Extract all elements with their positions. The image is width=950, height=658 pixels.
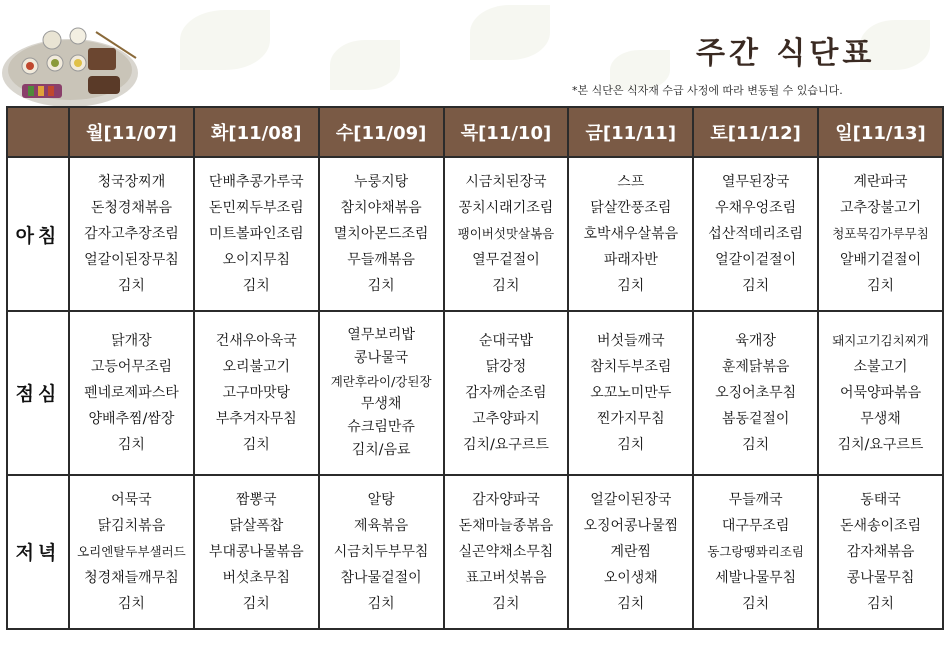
menu-item-list <box>819 158 942 310</box>
menu-item: 김치 <box>242 595 270 612</box>
menu-cell <box>818 157 943 311</box>
menu-item: 김치/음료 <box>351 441 411 458</box>
food-plate-image <box>0 18 140 108</box>
menu-item: 김치 <box>367 278 395 295</box>
menu-item: 얼갈이된장국 <box>590 491 672 508</box>
menu-item: 닭강정 <box>485 358 527 375</box>
menu-item: 돈민찌두부조림 <box>208 200 304 217</box>
menu-item: 부대콩나물볶음 <box>208 543 304 560</box>
menu-item: 부추겨자무침 <box>215 410 297 427</box>
menu-cell <box>444 157 569 311</box>
menu-item: 김치 <box>867 595 895 612</box>
menu-item: 열무보리밥 <box>347 326 415 343</box>
menu-item: 콩나물무침 <box>846 569 915 586</box>
menu-item: 김치/요구르트 <box>463 436 549 453</box>
menu-item: 감자채볶음 <box>846 543 915 560</box>
menu-item: 무들깨국 <box>728 491 783 508</box>
menu-item: 계란파국 <box>853 174 908 191</box>
menu-item: 김치 <box>742 436 770 453</box>
menu-item: 버섯들깨국 <box>596 332 665 349</box>
menu-item: 시금치된장국 <box>465 174 547 191</box>
menu-item-list <box>320 476 443 628</box>
menu-item: 훈제닭볶음 <box>721 358 790 375</box>
menu-item: 짬뽕국 <box>235 491 277 508</box>
menu-item-list <box>569 158 692 310</box>
menu-item: 고구마맛탕 <box>222 384 291 401</box>
notice-text: *본 식단은 식자재 수급 사정에 따라 변동될 수 있습니다. <box>572 84 843 97</box>
menu-item: 단배추콩가루국 <box>208 174 304 191</box>
menu-cell <box>194 311 319 475</box>
menu-item: 스프 <box>617 174 645 191</box>
menu-item: 무생채 <box>860 410 901 427</box>
menu-item-list <box>70 476 193 628</box>
menu-item: 닭김치볶음 <box>97 517 166 534</box>
menu-item: 닭개장 <box>111 332 152 349</box>
menu-item: 오이생채 <box>603 569 658 586</box>
menu-item: 오이지무침 <box>222 252 291 269</box>
menu-cell <box>194 475 319 629</box>
menu-cell <box>693 475 818 629</box>
menu-item-list <box>569 312 692 474</box>
menu-item-list <box>445 312 568 474</box>
menu-item-list <box>70 312 193 474</box>
menu-item: 대구무조림 <box>721 517 790 534</box>
meal-row-breakfast <box>7 157 943 311</box>
day-header: 토[11/12] <box>693 107 818 157</box>
menu-item: 김치 <box>867 278 895 295</box>
menu-item: 오꼬노미만두 <box>590 384 672 401</box>
menu-cell <box>693 311 818 475</box>
menu-item: 오리불고기 <box>222 358 291 375</box>
menu-item: 얼갈이겉절이 <box>715 252 797 269</box>
menu-item: 김치 <box>742 595 770 612</box>
menu-item: 열무겉절이 <box>472 252 540 269</box>
menu-item: 김치 <box>117 436 145 453</box>
corner-cell <box>7 107 69 157</box>
day-header: 일[11/13] <box>818 107 943 157</box>
menu-item: 감자고추장조림 <box>84 226 179 243</box>
menu-item: 열무된장국 <box>721 174 790 191</box>
menu-cell <box>319 475 444 629</box>
menu-item: 알탕 <box>367 491 395 508</box>
menu-item: 김치/요구르트 <box>837 436 924 453</box>
meal-row-lunch <box>7 311 943 475</box>
menu-item: 펜네로제파스타 <box>84 384 179 401</box>
menu-item: 슈크림만쥬 <box>347 418 415 435</box>
menu-cell <box>69 475 194 629</box>
menu-item: 고추양파지 <box>472 410 540 427</box>
menu-item: 양배추찜/쌈장 <box>88 410 175 427</box>
menu-item: 실곤약채소무침 <box>458 543 554 560</box>
menu-item-list <box>195 158 318 310</box>
menu-cell <box>444 311 569 475</box>
day-header: 수[11/09] <box>319 107 444 157</box>
page-title: 주간 식단표 <box>696 36 876 71</box>
menu-item: 꽁치시래기조림 <box>458 200 554 217</box>
meal-label: 점심 <box>7 311 69 475</box>
menu-item-list <box>694 312 817 474</box>
menu-item: 김치 <box>617 436 645 453</box>
menu-item: 찐가지무침 <box>596 410 665 427</box>
menu-item: 파래자반 <box>603 252 658 269</box>
menu-item: 콩나물국 <box>354 349 409 366</box>
menu-item: 닭살폭찹 <box>229 517 284 534</box>
background-leaf <box>180 10 270 70</box>
menu-item: 육개장 <box>735 332 776 349</box>
menu-item-list <box>445 476 568 628</box>
menu-item-list <box>694 158 817 310</box>
menu-item: 돈청경채볶음 <box>90 200 172 217</box>
menu-item: 오징어콩나물찜 <box>583 517 679 534</box>
background-leaf <box>470 5 550 60</box>
menu-item: 김치 <box>492 278 520 295</box>
menu-item: 계란찜 <box>610 543 652 560</box>
menu-item: 김치 <box>492 595 520 612</box>
menu-item: 버섯초무침 <box>222 569 291 586</box>
menu-item: 김치 <box>117 595 145 612</box>
menu-item-list <box>320 312 443 474</box>
menu-item: 시금치두부무침 <box>333 543 429 560</box>
menu-cell <box>69 311 194 475</box>
menu-item-list <box>569 476 692 628</box>
menu-item: 어묵양파볶음 <box>839 384 922 401</box>
menu-cell <box>194 157 319 311</box>
menu-item: 김치 <box>242 436 270 453</box>
menu-item: 우채우엉조림 <box>715 200 797 217</box>
day-header: 금[11/11] <box>568 107 693 157</box>
menu-item: 김치 <box>617 278 645 295</box>
day-header-row <box>7 107 943 157</box>
menu-cell <box>444 475 569 629</box>
menu-item-list <box>195 476 318 628</box>
menu-item: 알배기겉절이 <box>839 252 922 269</box>
menu-cell <box>818 475 943 629</box>
day-header: 화[11/08] <box>194 107 319 157</box>
menu-item: 무들깨볶음 <box>347 252 415 269</box>
menu-item: 오징어초무침 <box>715 384 797 401</box>
menu-item: 계란후라이/강된장 <box>330 373 432 389</box>
menu-item: 얼갈이된장무침 <box>84 252 179 269</box>
menu-item: 청포묵김가루무침 <box>832 226 929 242</box>
menu-item: 닭살깐풍조림 <box>590 200 672 217</box>
menu-item: 소불고기 <box>853 358 908 375</box>
menu-item: 감자깨순조림 <box>465 384 547 401</box>
menu-item: 고추장불고기 <box>839 200 922 217</box>
menu-item: 김치 <box>242 278 270 295</box>
meal-label: 저녁 <box>7 475 69 629</box>
menu-cell <box>568 157 693 311</box>
menu-item: 참나물겉절이 <box>340 569 422 586</box>
menu-item: 표고버섯볶음 <box>465 569 547 586</box>
background-leaf <box>330 40 400 90</box>
menu-item: 섭산적데리조림 <box>708 226 803 243</box>
menu-item: 참치야채볶음 <box>340 200 422 217</box>
menu-item: 돈채마늘종볶음 <box>458 517 554 534</box>
menu-cell <box>568 311 693 475</box>
menu-item-list <box>445 158 568 310</box>
menu-item: 감자양파국 <box>472 491 540 508</box>
menu-item: 청경채들깨무침 <box>84 569 179 586</box>
menu-item-list <box>195 312 318 474</box>
menu-item: 순대국밥 <box>478 332 533 349</box>
menu-item: 무생채 <box>360 395 402 412</box>
menu-item-list <box>819 312 942 474</box>
menu-item: 참치두부조림 <box>590 358 672 375</box>
menu-item: 멸치아몬드조림 <box>333 226 429 243</box>
menu-item-list <box>70 158 193 310</box>
menu-item: 봄동겉절이 <box>721 410 790 427</box>
menu-item: 미트볼파인조림 <box>208 226 304 243</box>
meal-label: 아침 <box>7 157 69 311</box>
menu-item: 세발나물무침 <box>715 569 797 586</box>
menu-item: 동그랑땡꽈리조림 <box>707 543 804 559</box>
menu-item: 돼지고기김치찌개 <box>832 332 929 348</box>
day-header: 월[11/07] <box>69 107 194 157</box>
menu-item: 돈새송이조림 <box>839 517 922 534</box>
menu-item: 제육볶음 <box>354 517 409 534</box>
menu-cell <box>319 311 444 475</box>
weekly-menu-table <box>6 106 944 630</box>
menu-item: 호박새우살볶음 <box>583 226 679 243</box>
menu-cell <box>693 157 818 311</box>
menu-item: 김치 <box>617 595 645 612</box>
menu-item: 어묵국 <box>111 491 152 508</box>
menu-item: 오리엔탈두부샐러드 <box>77 543 186 559</box>
menu-cell <box>568 475 693 629</box>
menu-item-list <box>819 476 942 628</box>
menu-item: 누룽지탕 <box>354 174 409 191</box>
menu-item-list <box>320 158 443 310</box>
menu-cell <box>818 311 943 475</box>
menu-item: 동태국 <box>860 491 901 508</box>
menu-item: 팽이버섯맛살볶음 <box>457 226 555 242</box>
day-header: 목[11/10] <box>444 107 569 157</box>
menu-item-list <box>694 476 817 628</box>
meal-row-dinner <box>7 475 943 629</box>
menu-cell <box>69 157 194 311</box>
menu-item: 청국장찌개 <box>97 174 166 191</box>
menu-item: 김치 <box>367 595 395 612</box>
menu-item: 김치 <box>742 278 770 295</box>
menu-cell <box>319 157 444 311</box>
menu-item: 김치 <box>117 278 145 295</box>
menu-item: 고등어무조림 <box>90 358 172 375</box>
menu-item: 건새우아욱국 <box>215 332 297 349</box>
